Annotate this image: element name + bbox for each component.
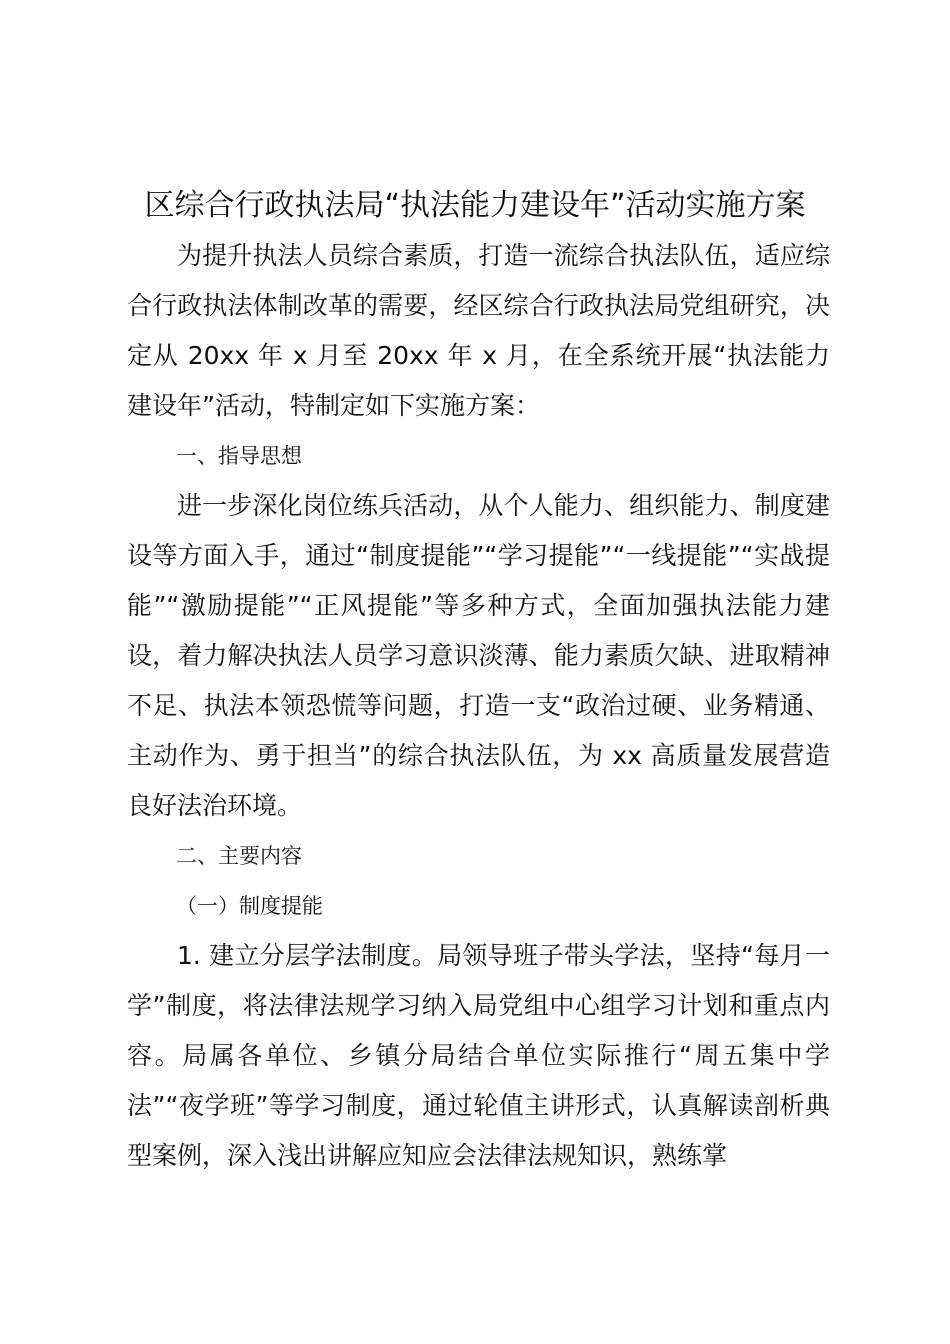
intro-paragraph: 为提升执法人员综合素质，打造一流综合执法队伍，适应综合行政执法体制改革的需要，经区综合行政执法局党组研究，决定从 20xx 年 x 月至 20xx 年 x 月，在全系统开展“执法能力建设年”活动，特制定如下实施方案： [127, 241, 830, 420]
section-heading-guiding-ideology: 一、指导思想 [176, 444, 302, 468]
document-title: 区综合行政执法局“执法能力建设年”活动实施方案 [144, 188, 806, 223]
guiding-ideology-paragraph: 进一步深化岗位练兵活动，从个人能力、组织能力、制度建设等方面入手，通过“制度提能”“学习提能”“一线提能”“实战提能”“激励提能”“正风提能”等多种方式，全面加强执法能力建设，着力解决执法人员学习意识淡薄、能力素质欠缺、进取精神不足、执法本领恐慌等问题，打造一支“政治过硬、业务精通、主动作为、勇于担当”的综合执法队伍，为 xx 高质量发展营造良好法治环境。 [127, 491, 830, 820]
section-heading-main-content: 二、主要内容 [176, 844, 302, 868]
item-1-paragraph: 1. 建立分层学法制度。局领导班子带头学法，坚持“每月一学”制度，将法律法规学习纳入局党组中心组学习计划和重点内容。局属各单位、乡镇分局结合单位实际推行“周五集中学法”“夜学班”等学习制度，通过轮值主讲形式，认真解读剖析典型案例，深入浅出讲解应知应会法律法规知识，熟练掌 [127, 941, 830, 1170]
document-body [127, 231, 830, 1181]
subsection-heading-system-capacity: （一）制度提能 [176, 894, 323, 918]
